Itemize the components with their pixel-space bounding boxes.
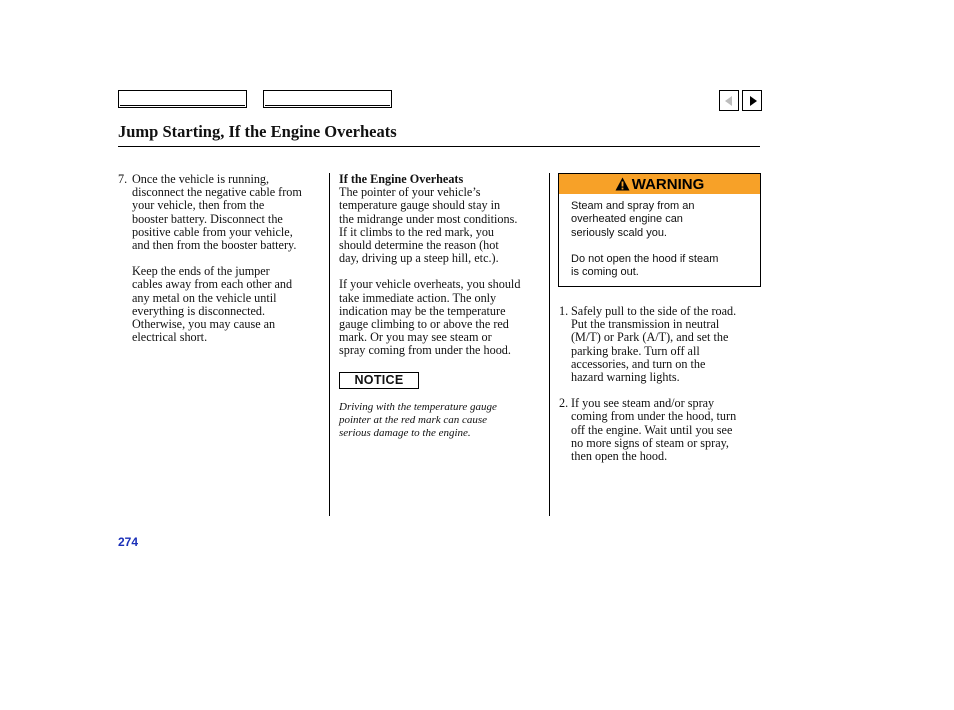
column-3 [559, 305, 764, 463]
text-line: disconnect the negative cable from [132, 185, 302, 200]
warning-box [558, 173, 761, 287]
notice-text [339, 401, 544, 441]
text-line: take immediate action. The only [339, 290, 497, 305]
text-line: your vehicle, then from the [132, 198, 265, 213]
text-line: Once the vehicle is running, [132, 172, 270, 186]
step-1 [559, 305, 764, 384]
triangle-right-icon [750, 96, 757, 106]
warning-header [559, 174, 760, 194]
warning-text [559, 194, 760, 279]
nav-tab-index[interactable] [263, 90, 392, 108]
prev-page-button[interactable] [719, 90, 739, 111]
step-text [571, 397, 764, 463]
text-line: Put the transmission in neutral [571, 317, 720, 332]
column-2 [339, 173, 544, 441]
text-line: any metal on the vehicle until [132, 290, 277, 305]
text-line: parking brake. Turn off all [571, 343, 700, 358]
text-line: mark. Or you may see steam or [339, 330, 492, 345]
text-line: If you see steam and/or spray [571, 396, 715, 411]
text-line: The pointer of your vehicle’s [339, 185, 481, 200]
text-line: positive cable from your vehicle, [132, 224, 293, 239]
nav-tab-contents[interactable] [118, 90, 247, 108]
text-line: day, driving up a steep hill, etc.). [339, 251, 499, 266]
warning-label: WARNING [631, 175, 705, 193]
text-line: coming from under the hood, turn [571, 409, 737, 424]
column-1 [118, 173, 324, 344]
text-line: Otherwise, you may cause an [132, 317, 276, 332]
text-line: then open the hood. [571, 449, 668, 464]
text-line: off the engine. Wait until you see [571, 422, 733, 437]
step-2 [559, 397, 764, 463]
next-page-button[interactable] [742, 90, 762, 111]
text-line: Safely pull to the side of the road. [571, 304, 737, 318]
text-line: seriously scald you. [571, 226, 667, 239]
text-line: spray coming from under the hood. [339, 343, 511, 358]
step-number: 2. [559, 396, 569, 411]
text-line: electrical short. [132, 330, 208, 345]
text-line: overheated engine can [571, 213, 683, 226]
step-text [571, 305, 764, 384]
warning-triangle-icon [615, 177, 630, 191]
text-line: (M/T) or Park (A/T), and set the [571, 330, 729, 345]
text-line: the midrange under most conditions. [339, 211, 518, 226]
text-line: should determine the reason (hot [339, 238, 499, 253]
step-7 [118, 173, 324, 344]
text-line: Keep the ends of the jumper [132, 264, 270, 279]
text-line: everything is disconnected. [132, 303, 266, 318]
step-number: 1. [559, 304, 569, 318]
section-heading: If the Engine Overheats [339, 172, 464, 186]
text-line: Do not open the hood if steam [571, 252, 719, 265]
text-line: pointer at the red mark can cause [339, 414, 488, 427]
notice-label: NOTICE [339, 372, 419, 389]
text-line: no more signs of steam or spray, [571, 435, 729, 450]
title-divider [118, 146, 760, 147]
text-line: gauge climbing to or above the red [339, 317, 509, 332]
text-line: If your vehicle overheats, you should [339, 277, 521, 292]
text-line: If it climbs to the red mark, you [339, 224, 495, 239]
text-line: is coming out. [571, 266, 639, 279]
text-line: cables away from each other and [132, 277, 293, 292]
column-divider [549, 173, 550, 516]
step-number: 7. [118, 172, 128, 186]
triangle-left-icon [725, 96, 732, 106]
text-line: and then from the booster battery. [132, 238, 297, 253]
text-line: serious damage to the engine. [339, 427, 471, 440]
text-line: booster battery. Disconnect the [132, 211, 283, 226]
paragraph [339, 186, 544, 357]
text-line: indication may be the temperature [339, 303, 506, 318]
page-number: 274 [118, 535, 139, 549]
text-line: hazard warning lights. [571, 370, 680, 385]
text-line: accessories, and turn on the [571, 356, 706, 371]
step-text [132, 173, 324, 344]
text-line: temperature gauge should stay in [339, 198, 501, 213]
column-divider [329, 173, 330, 516]
text-line: Driving with the temperature gauge [339, 400, 497, 413]
page-title: Jump Starting, If the Engine Overheats [118, 122, 397, 141]
text-line: Steam and spray from an [571, 200, 695, 212]
